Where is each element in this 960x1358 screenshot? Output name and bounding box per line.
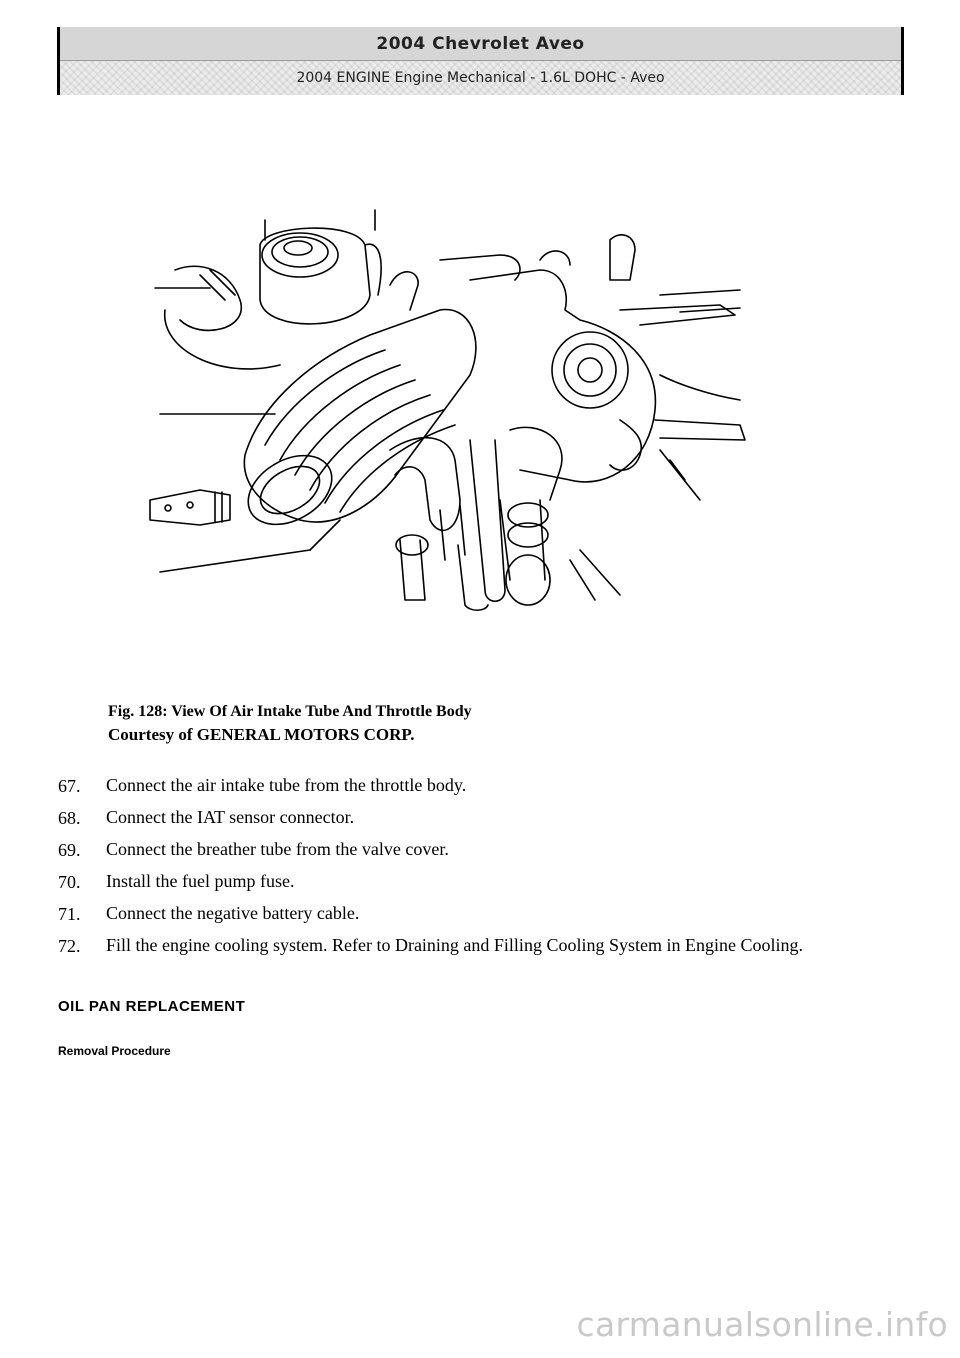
list-item	[58, 866, 878, 898]
document-subtitle: 2004 ENGINE Engine Mechanical - 1.6L DOHC - Aveo	[60, 61, 901, 95]
list-item	[58, 770, 878, 802]
procedure-steps	[58, 770, 878, 962]
step-text: Fill the engine cooling system. Refer to Draining and Filling Cooling System in Engine Cooling.	[106, 935, 803, 955]
step-number: 69.	[58, 840, 81, 860]
section-subheading: Removal Procedure	[58, 1044, 171, 1058]
figure-diagram	[140, 200, 760, 630]
step-number: 67.	[58, 776, 81, 796]
step-text: Connect the air intake tube from the throttle body.	[106, 775, 467, 795]
figure-credit: Courtesy of GENERAL MOTORS CORP.	[108, 725, 415, 744]
step-number: 70.	[58, 872, 81, 892]
list-item	[58, 898, 878, 930]
step-text: Connect the negative battery cable.	[106, 903, 360, 923]
list-item	[58, 834, 878, 866]
section-heading: OIL PAN REPLACEMENT	[58, 998, 246, 1015]
watermark-text: carmanualsonline.info	[576, 1305, 948, 1344]
step-number: 71.	[58, 904, 81, 924]
document-header	[57, 27, 904, 95]
figure-caption-title: Fig. 128: View Of Air Intake Tube And Throttle Body	[108, 703, 472, 720]
figure-caption	[108, 703, 808, 745]
step-text: Install the fuel pump fuse.	[106, 871, 295, 891]
list-item	[58, 802, 878, 834]
step-number: 72.	[58, 936, 81, 956]
step-text: Connect the IAT sensor connector.	[106, 807, 355, 827]
engine-line-drawing	[140, 200, 760, 630]
document-title: 2004 Chevrolet Aveo	[60, 27, 901, 61]
list-item	[58, 930, 878, 962]
step-text: Connect the breather tube from the valve cover.	[106, 839, 449, 859]
step-number: 68.	[58, 808, 81, 828]
